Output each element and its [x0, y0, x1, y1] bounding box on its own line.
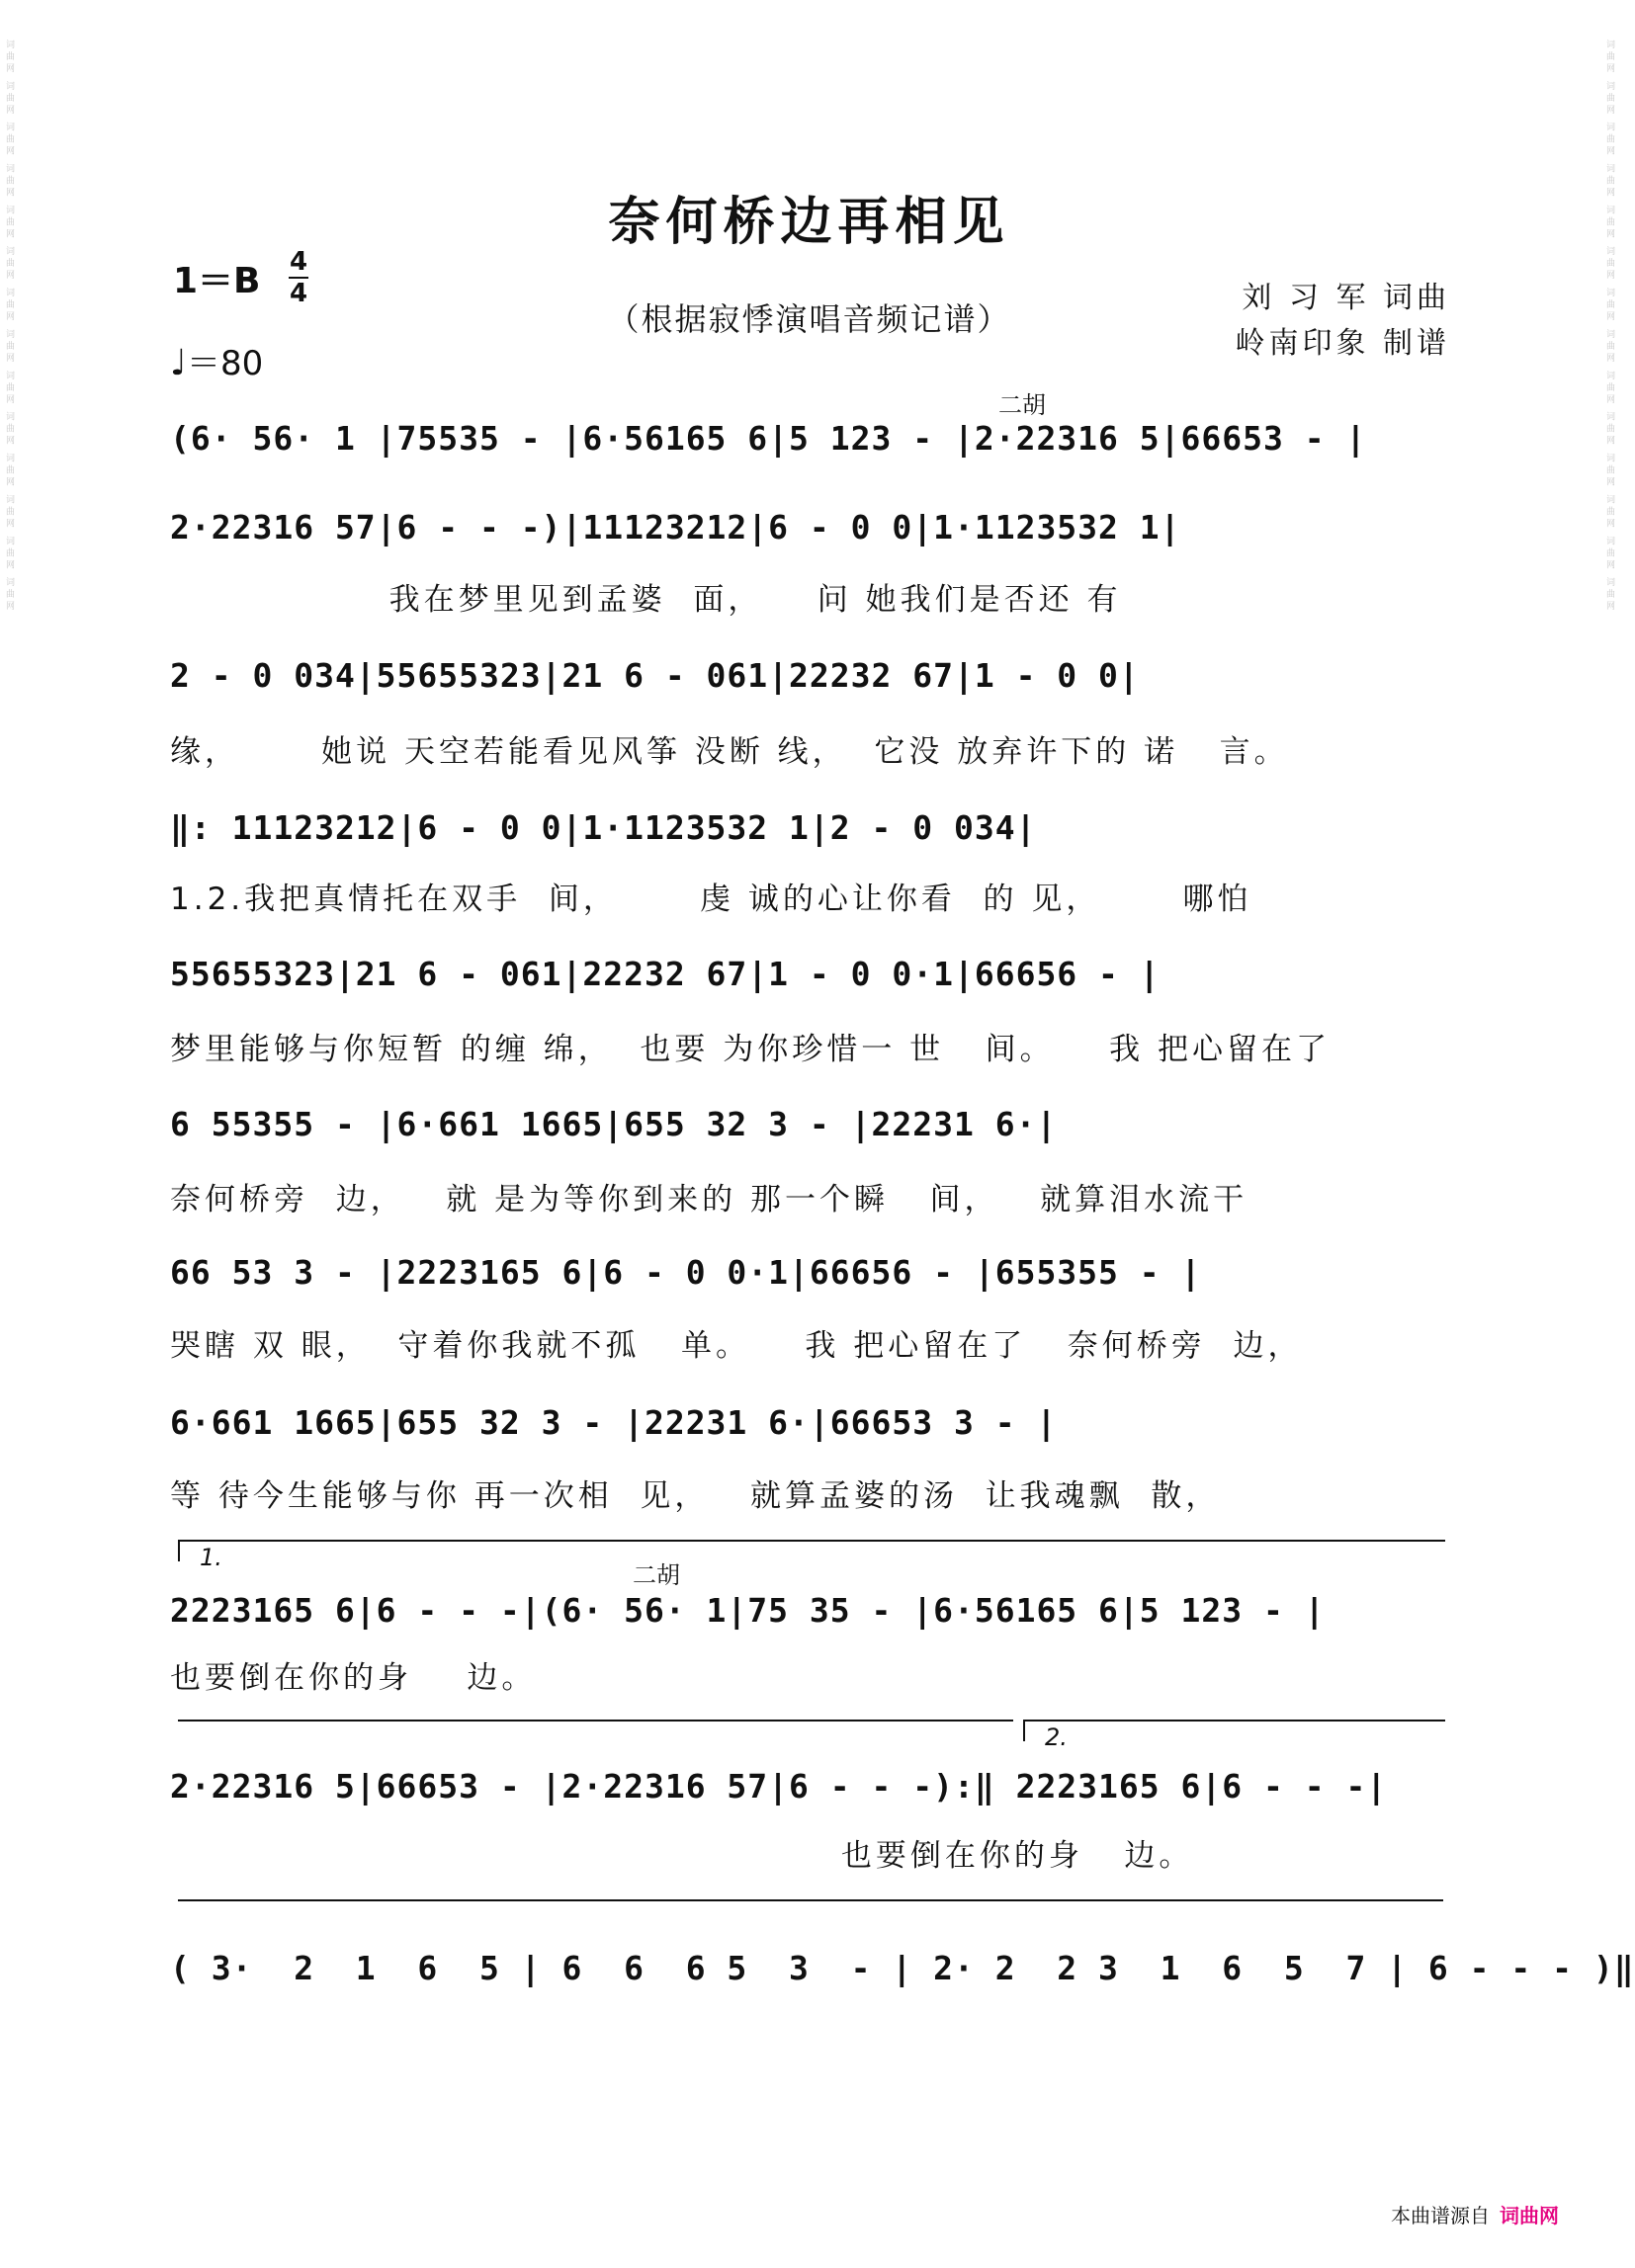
- side-watermark-right: 词曲网 词曲网 词曲网 词曲网 词曲网 词曲网 词曲网 词曲网 词曲网 词曲网 词曲网 词曲网 词曲网 词曲网: [1604, 40, 1614, 614]
- score-system: 66 53 3 - |2223165 6|6 - 0 0·1|66656 - |655355 - |: [170, 1253, 1202, 1292]
- subtitle: （根据寂悸演唱音频记谱）: [607, 300, 1011, 338]
- credit-arranger: 岭南印象 制谱: [1235, 326, 1450, 361]
- lyric-line: 缘， 她说 天空若能看见风筝 没断 线， 它没 放弃许下的 诺 言。: [170, 734, 1289, 770]
- credit-lyrics-music: 刘 习 军 词曲: [1242, 281, 1450, 315]
- footer-site-link[interactable]: 词曲网: [1500, 2204, 1559, 2227]
- song-title: 奈何桥边再相见: [608, 192, 1010, 252]
- score-system: 2223165 6|6 - - -|(6· 56· 1|75 35 - |6·56165 6|5 123 - |: [170, 1591, 1326, 1630]
- score-system: 2·22316 57|6 - - -)|11123212|6 - 0 0|1·1123532 1|: [170, 508, 1181, 546]
- score-system: 2·22316 5|66653 - |2·22316 57|6 - - -):‖ 2223165 6|6 - - -|: [170, 1767, 1388, 1806]
- tempo-mark: [170, 336, 263, 384]
- footer-source-label: 本曲谱源自: [1391, 2204, 1490, 2227]
- score-system: 6·661 1665|655 32 3 - |22231 6·|66653 3 - |: [170, 1403, 1058, 1442]
- lyric-line: 1.2.我把真情托在双手 间， 虔 诚的心让你看 的 见， 哪怕: [170, 882, 1252, 917]
- lyric-line: 奈何桥旁 边， 就 是为等你到来的 那一个瞬 间， 就算泪水流干: [170, 1182, 1248, 1218]
- instrument-mark: 二胡: [633, 1561, 680, 1589]
- volta-label: 2.: [1045, 1723, 1068, 1751]
- volta-label: 1.: [200, 1544, 222, 1571]
- lyric-line: 也要倒在你的身 边。: [170, 1838, 1194, 1874]
- score-system: 6 55355 - |6·661 1665|655 32 3 - |22231 6·|: [170, 1105, 1058, 1143]
- lyric-line: 我在梦里见到孟婆 面， 问 她我们是否还 有: [170, 582, 1122, 618]
- time-signature-top: 4: [289, 247, 308, 277]
- score-system: ‖: 11123212|6 - 0 0|1·1123532 1|2 - 0 034|: [170, 808, 1037, 847]
- system-separator: [178, 1899, 1443, 1901]
- volta-continuation-line: [178, 1720, 1013, 1722]
- footer-source: [1391, 2200, 1559, 2228]
- lyric-line: 等 待今生能够与你 再一次相 见， 就算孟婆的汤 让我魂飘 散，: [170, 1478, 1221, 1514]
- time-signature-bottom: 4: [289, 279, 308, 308]
- key-signature: 1＝B: [173, 261, 261, 301]
- lyric-line: 哭瞎 双 眼， 守着你我就不孤 单。 我 把心留在了 奈何桥旁 边，: [170, 1328, 1303, 1364]
- tempo-value: ＝80: [186, 344, 264, 383]
- score-system: 55655323|21 6 - 061|22232 67|1 - 0 0·1|66656 - |: [170, 955, 1161, 993]
- lyric-line: 梦里能够与你短暂 的缠 绵， 也要 为你珍惜一 世 间。 我 把心留在了: [170, 1032, 1331, 1067]
- volta-first-ending: [178, 1540, 1445, 1571]
- score-system: (6· 56· 1 |75535 - |6·56165 6|5 123 - |2·22316 5|66653 - |: [170, 419, 1367, 458]
- volta-second-ending: [1023, 1720, 1445, 1751]
- instrument-mark: 二胡: [998, 391, 1046, 419]
- side-watermark-left: 词曲网 词曲网 词曲网 词曲网 词曲网 词曲网 词曲网 词曲网 词曲网 词曲网 词曲网 词曲网 词曲网 词曲网: [4, 40, 14, 614]
- quarter-note-icon: ♩: [170, 343, 187, 383]
- lyric-line: 也要倒在你的身 边。: [170, 1660, 537, 1696]
- score-system: ( 3· 2 1 6 5 | 6 6 6 5 3 - | 2· 2 2 3 1 6 5 7 | 6 - - - )‖: [170, 1949, 1635, 1987]
- score-system: 2 - 0 034|55655323|21 6 - 061|22232 67|1 - 0 0|: [170, 656, 1140, 695]
